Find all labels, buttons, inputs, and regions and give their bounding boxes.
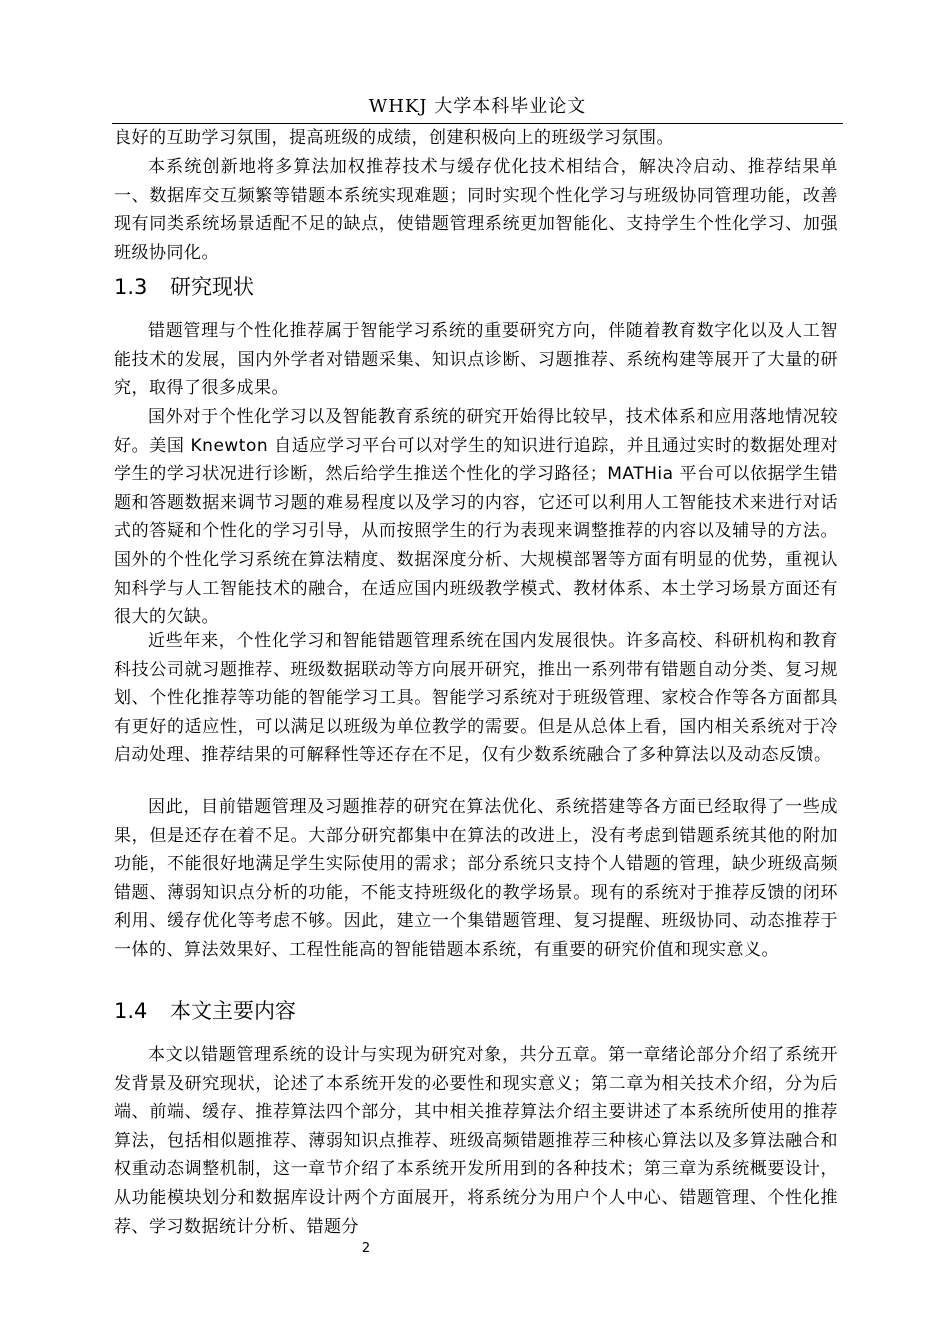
paragraph-continued: 良好的互助学习氛围，提高班级的成绩，创建积极向上的班级学习氛围。 <box>114 128 674 148</box>
paragraph-main-content: 本文以错题管理系统的设计与实现为研究对象，共分五章。第一章绪论部分介绍了系统开发背景及研究现状，论述了本系统开发的必要性和现实意义；第二章为相关技术介绍，分为后端、前端、缓存、推荐算法四个部分，其中相关推荐算法介绍主要讲述了本系统所使用的推荐算法，包括相似题推荐、薄弱知识点推荐、班级高频错题推荐三种核心算法以及多算法融合和权重动态调整机制，这一章节介绍了本系统开发所用到的各种技术；第三章为系统概要设计，从功能模块划分和数据库设计两个方面展开，将系统分为用户个人中心、错题管理、个性化推荐、学习数据统计分析、错题分 <box>114 1045 838 1237</box>
paragraph-foreign-research: 国外对于个性化学习以及智能教育系统的研究开始得比较早，技术体系和应用落地情况较好。美国 Knewton 自适应学习平台可以对学生的知识进行追踪，并且通过实时的数据处理对学生的学习状况进行诊断，然后给学生推送个性化的学习路径；MATHia 平台可以依据学生错题和答题数据来调节习题的难易程度以及学习的内容，它还可以利用人工智能技术来进行对话式的答疑和个性化的学习引导，从而按照学生的行为表现来调整推荐的内容以及辅导的方法。国外的个性化学习系统在算法精度、数据深度分析、大规模部署等方面有明显的优势，重视认知科学与人工智能技术的融合，在适应国内班级教学模式、教材体系、本土学习场景方面还有很大的欠缺。 <box>114 407 838 628</box>
paragraph-research-intro: 错题管理与个性化推荐属于智能学习系统的重要研究方向，伴随着教育数字化以及人工智能技术的发展，国内外学者对错题采集、知识点诊断、习题推荐、系统构建等展开了大量的研究，取得了很多成果。 <box>114 321 838 399</box>
page-header-title: WHKJ 大学本科毕业论文 <box>368 96 587 117</box>
paragraph-domestic-research: 近些年来，个性化学习和智能错题管理系统在国内发展很快。许多高校、科研机构和教育科技公司就习题推荐、班级数据联动等方向展开研究，推出一系列带有错题自动分类、复习规划、个性化推荐等功能的智能学习工具。智能学习系统对于班级管理、家校合作等各方面都具有更好的适应性，可以满足以班级为单位教学的需要。但是从总体上看，国内相关系统对于冷启动处理、推荐结果的可解释性等还存在不足，仅有少数系统融合了多种算法以及动态反馈。 <box>114 631 838 766</box>
page-number: 2 <box>361 1241 371 1256</box>
paragraph-innovation: 本系统创新地将多算法加权推荐技术与缓存优化技术相结合，解决冷启动、推荐结果单一、数据库交互频繁等错题本系统实现难题；同时实现个性化学习与班级协同管理功能，改善现有同类系统场景适配不足的缺点，使错题管理系统更加智能化、支持学生个性化学习、加强班级协同化。 <box>114 157 838 263</box>
section-heading-1-4 <box>114 996 296 1026</box>
section-title: 本文主要内容 <box>170 999 296 1023</box>
section-heading-1-3 <box>114 272 254 302</box>
section-title: 研究现状 <box>170 275 254 299</box>
paragraph-research-summary: 因此，目前错题管理及习题推荐的研究在算法优化、系统搭建等各方面已经取得了一些成果，但是还存在着不足。大部分研究都集中在算法的改进上，没有考虑到错题系统其他的附加功能，不能很好地满足学生实际使用的需求；部分系统只支持个人错题的管理，缺少班级高频错题、薄弱知识点分析的功能，不能支持班级化的教学场景。现有的系统对于推荐反馈的闭环利用、缓存优化等考虑不够。因此，建立一个集错题管理、复习提醒、班级协同、动态推荐于一体的、算法效果好、工程性能高的智能错题本系统，有重要的研究价值和现实意义。 <box>114 797 838 960</box>
section-number: 1.3 <box>114 275 148 299</box>
section-number: 1.4 <box>114 999 148 1023</box>
